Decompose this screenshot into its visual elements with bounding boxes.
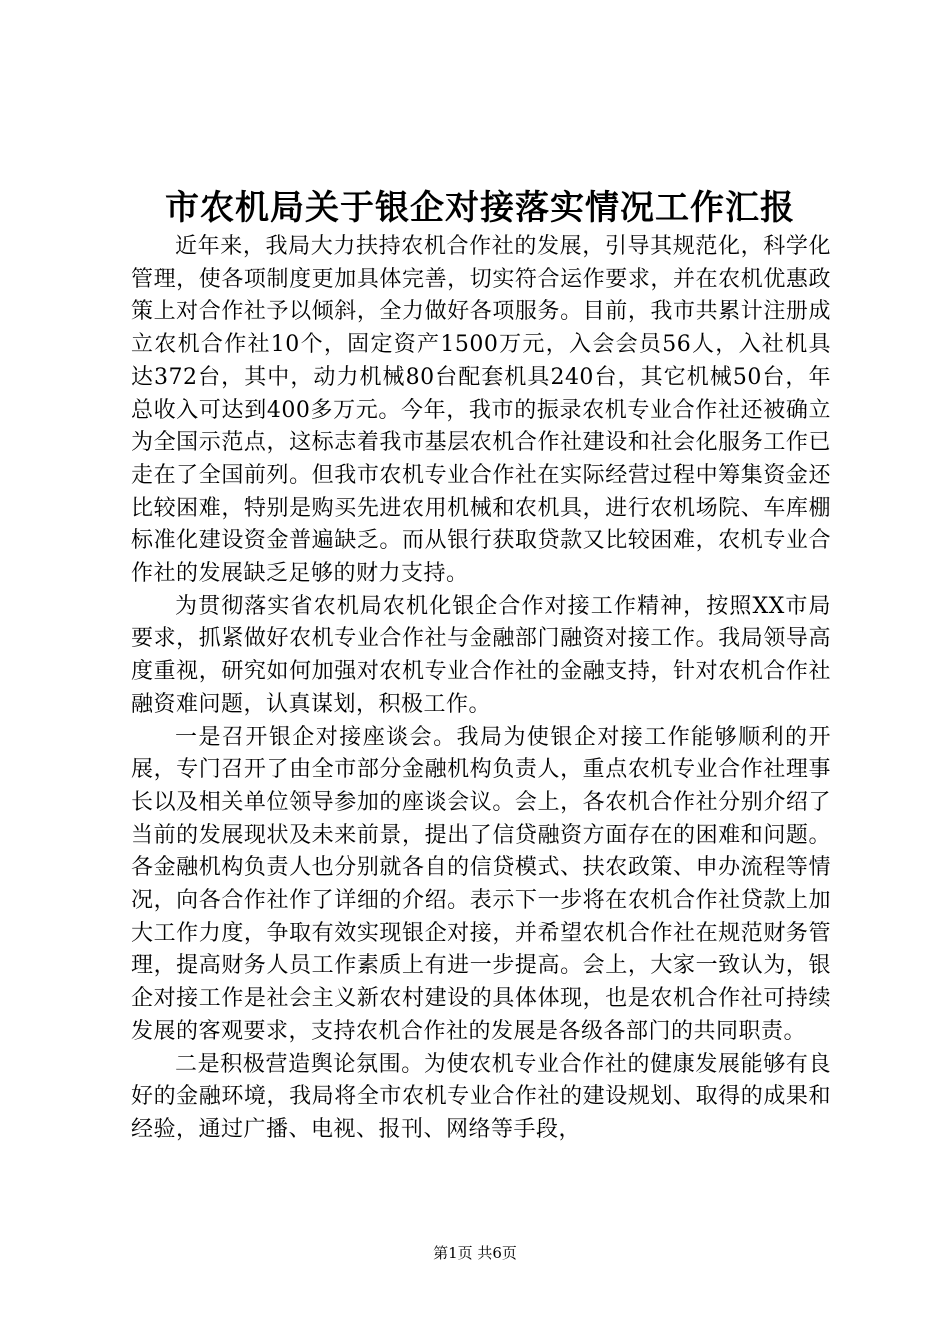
page-number-footer: 第1页 共6页 [433, 1244, 517, 1262]
paragraph-intro: 近年来，我局大力扶持农机合作社的发展，引导其规范化，科学化管理，使各项制度更加具体完善，切实符合运作要求，并在农机优惠政策上对合作社予以倾斜，全力做好各项服务。目前，我市共累计注册成立农机合作社10个，固定资产1500万元，入会会员56人，入社机具达372台，其中，动力机械80台配套机具240台，其它机械50台，年总收入可达到400多万元。今年，我市的振录农机专业合作社还被确立为全国示范点，这标志着我市基层农机合作社建设和社会化服务工作已走在了全国前列。但我市农机专业合作社在实际经营过程中筹集资金还比较困难，特别是购买先进农用机械和农机具，进行农机场院、车库棚标准化建设资金普遍缺乏。而从银行获取贷款又比较困难，农机专业合作社的发展缺乏足够的财力支持。 [131, 234, 831, 587]
paragraph-implementation: 为贯彻落实省农机局农机化银企合作对接工作精神，按照XX市局要求，抓紧做好农机专业合作社与金融部门融资对接工作。我局领导高度重视，研究如何加强对农机专业合作社的金融支持，针对农机合作社融资难问题，认真谋划，积极工作。 [131, 593, 831, 717]
paragraph-forum: 一是召开银企对接座谈会。我局为使银企对接工作能够顺利的开展，专门召开了由全市部分金融机构负责人，重点农机专业合作社理事长以及相关单位领导参加的座谈会议。会上，各农机合作社分别介绍了当前的发展现状及未来前景，提出了信贷融资方面存在的困难和问题。各金融机构负责人也分别就各自的信贷模式、扶农政策、申办流程等情况，向各合作社作了详细的介绍。表示下一步将在农机合作社贷款上加大工作力度，争取有效实现银企对接，并希望农机合作社在规范财务管理，提高财务人员工作素质上有进一步提高。会上，大家一致认为，银企对接工作是社会主义新农村建设的具体体现，也是农机合作社可持续发展的客观要求，支持农机合作社的发展是各级各部门的共同职责。 [131, 724, 831, 1044]
paragraph-publicity: 二是积极营造舆论氛围。为使农机专业合作社的健康发展能够有良好的金融环境，我局将全市农机专业合作社的建设规划、取得的成果和经验，通过广播、电视、报刊、网络等手段， [131, 1051, 831, 1142]
document-body [131, 231, 831, 1147]
document-title: 市农机局关于银企对接落实情况工作汇报 [165, 188, 795, 228]
